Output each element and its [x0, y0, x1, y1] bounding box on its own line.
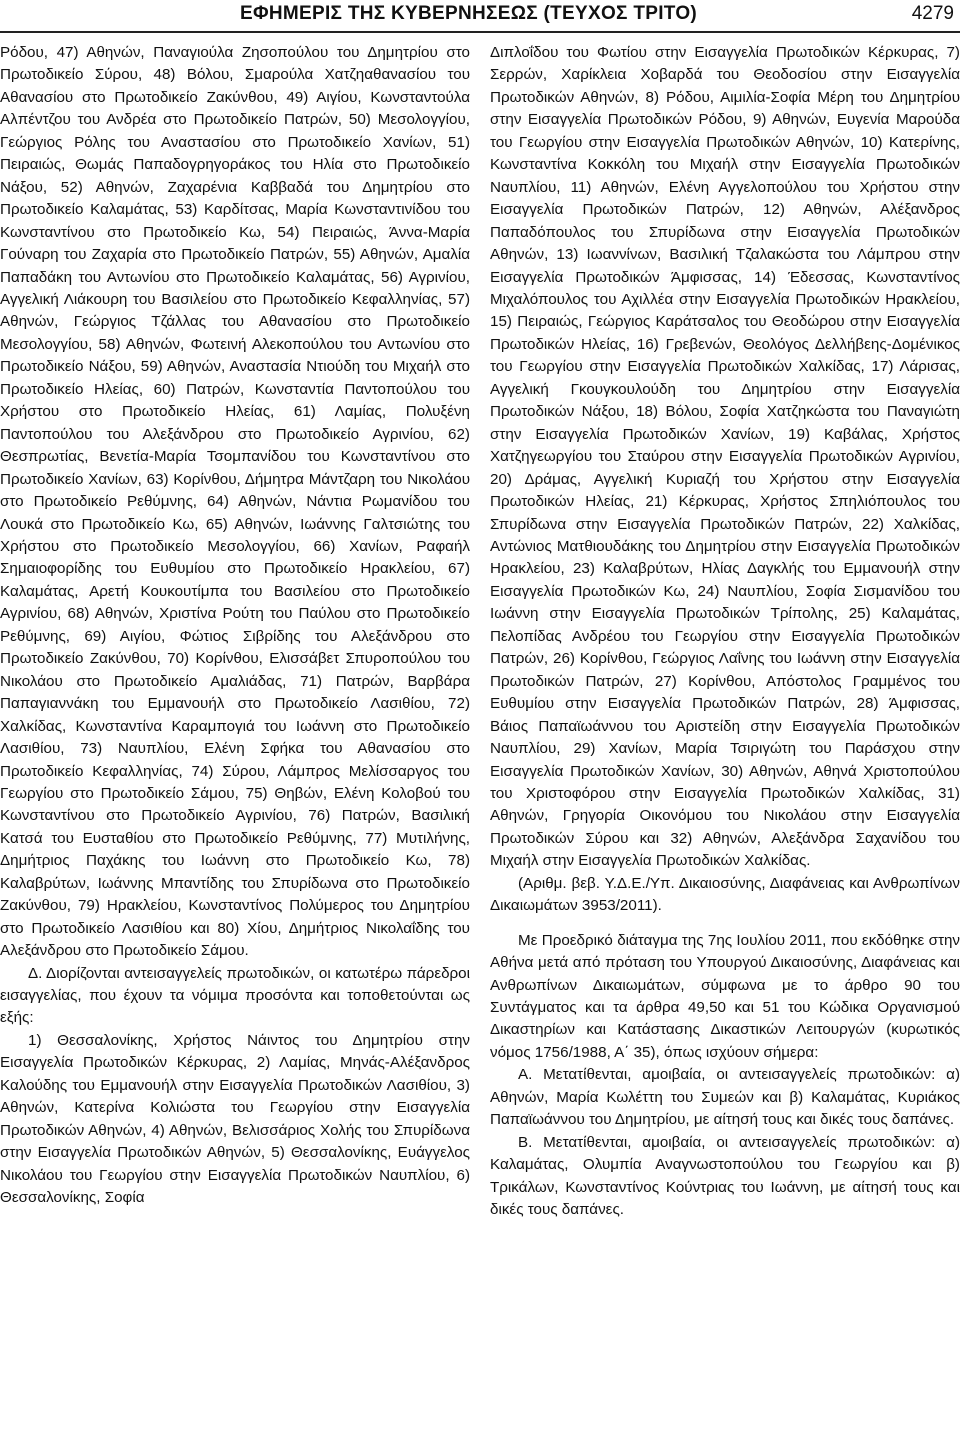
page-header — [0, 0, 960, 28]
right-column — [490, 42, 960, 1426]
left-paragraph-section-d: Δ. Διορίζονται αντεισαγγελείς πρωτοδικών, οι κατωτέρω πάρεδροι εισαγγελίας, που έχουν τα νόμιμα προσόντα και τοποθετούνται ως εξής: — [0, 964, 470, 1027]
right-paragraph-list-cont: Διπλοΐδου του Φωτίου στην Εισαγγελία Πρωτοδικών Κέρκυρας, 7) Σερρών, Χαρίκλεια Χοβαρδά του Θεοδοσίου στην Εισαγγελία Πρωτοδικών Αθηνών, 8) Ρόδου, Αιμιλία-Σοφία Μέρη του Δημητρίου στην Εισαγγελία Πρωτοδικών Ρόδου, 9) Αθηνών, Ευγενία Μαρούδα του Γεωργίου στην Εισαγγελία Πρωτοδικών Αθηνών, 10) Κατερίνης, Κωνσταντίνα Κοκκόλη του Μιχαήλ στην Εισαγγελία Πρωτοδικών Ναυπλίου, 11) Αθηνών, Ελένη Αγγελοπούλου του Χρήστου στην Εισαγγελία Πρωτοδικών Πατρών, 12) Αθηνών, Αλέξανδρος Παπαδόπουλος του Σπυρίδωνα στην Εισαγγελία Πρωτοδικών Αθηνών, 13) Ιωαννίνων, Βασιλική Τζαλακώστα του Λάμπρου στην Εισαγγελία Πρωτοδικών Άμφισσας, 14) Έδεσσας, Κωνσταντίνος Μιχαλόπουλος του Αχιλλέα στην Εισαγγελία Πρωτοδικών Ηρακλείου, 15) Πειραιώς, Γεώργιος Καράτσαλος του Θεοδώρου στην Εισαγγελία Πρωτοδικών Ηλείας, 16) Γρεβενών, Θεολόγος Δελλήβεης-Δομένικος του Γεωργίου στην Εισαγγελία Πρωτοδικών Χαλκίδας, 17) Λάρισας, Αγγελική Γκουγκουλούδη του Δημητρίου στην Εισαγγελία Πρωτοδικών Νάξου, 18) Βόλου, Σοφία Χατζηκώστα του Παναγιώτη στην Εισαγγελία Πρωτοδικών Χανίων, 19) Καβάλας, Χρήστος Χατζηγεωργίου του Σταύρου στην Εισαγγελία Πρωτοδικών Αγρινίου, 20) Δράμας, Αγγελική Κυριαζή του Χρήστου στην Εισαγγελία Πρωτοδικών Ηλείας, 21) Κέρκυρας, Χρήστος Σπηλιόπουλος του Σπυρίδωνα στην Εισαγγελία Πρωτοδικών Πατρών, 22) Χαλκίδας, Αντώνιος Ματθιουδάκης του Δημητρίου στην Εισαγγελία Πρωτοδικών Ηρακλείου, 23) Καλαβρύτων, Ηλίας Δαγκλής του Εμμανουήλ στην Εισαγγελία Πρωτοδικών Κω, 24) Ναυπλίου, Σοφία Σισμανίδου του Ιωάννη στην Εισαγγελία Πρωτοδικών Τρίπολης, 25) Καλαμάτας, Πελοπίδας Ανδρέου του Γεωργίου στην Εισαγγελία Πρωτοδικών Πατρών, 26) Κορίνθου, Γεώργιος Λαΐνης του Ιωάννη στην Εισαγγελία Πρωτοδικών Πατρών, 27) Κορίνθου, Απόστολος Γραμμένος του Ευθυμίου στην Εισαγγελία Πρωτοδικών Πατρών, 28) Άμφισσας, Βάιος Παπαϊωάννου του Αριστείδη στην Εισαγγελία Πρωτοδικών Ναυπλίου, 29) Χανίων, Μαρία Τσιριγώτη του Παράσχου στην Εισαγγελία Πρωτοδικών Χανίων, 30) Αθηνών, Αθηνά Χριστοπούλου του Χριστοφόρου στην Εισαγγελία Πρωτοδικών Χαλκίδας, 31) Αθηνών, Γρηγορία Οικονόμου του Νικολάου στην Εισαγγελία Πρωτοδικών Σύρου και 32) Αθηνών, Αλεξάνδρα Σαχανίδου του Μιχαήλ στην Εισαγγελία Πρωτοδικών Χαλκίδας. — [490, 44, 960, 870]
page-number: 4279 — [911, 3, 954, 24]
right-paragraph-reference: (Αριθμ. βεβ. Υ.Δ.Ε./Υπ. Δικαιοσύνης, Διαφάνειας και Ανθρωπίνων Δικαιωμάτων 3953/2011). — [490, 874, 960, 915]
left-paragraph-section-d-list: 1) Θεσσαλονίκης, Χρήστος Νάιντος του Δημητρίου στην Εισαγγελία Πρωτοδικών Κέρκυρας, 2) Λαμίας, Μηνάς-Αλέξανδρος Καλούδης του Εμμανουήλ στην Εισαγγελία Πρωτοδικών Λασιθίου, 3) Αθηνών, Κατερίνα Κολιώστα του Γεωργίου στην Εισαγγελία Πρωτοδικών Αθηνών, 4) Αθηνών, Βελισσάριος Χολής του Σπυρίδωνα στην Εισαγγελία Πρωτοδικών Αθηνών, 5) Θεσσαλονίκης, Ευάγγελος Νικολάου του Γεωργίου στην Εισαγγελία Πρωτοδικών Ναυπλίου, 6) Θεσσαλονίκης, Σοφία — [0, 1031, 470, 1207]
header-rule — [0, 31, 960, 33]
left-column — [0, 42, 470, 1426]
gazette-title: ΕΦΗΜΕΡΙΣ ΤΗΣ ΚΥΒΕΡΝΗΣΕΩΣ (ΤΕΥΧΟΣ ΤΡΙΤΟ) — [240, 3, 698, 24]
left-paragraph-appointments-cont: Ρόδου, 47) Αθηνών, Παναγιούλα Ζησοπούλου του Δημητρίου στο Πρωτοδικείο Σύρου, 48) Βόλου, Σμαρούλα Χατζηαθανασίου του Αθανασίου στο Πρωτοδικείο Ζακύνθου, 49) Αιγίου, Κωνσταντούλα Αλπέντζου του Ανδρέα στο Πρωτοδικείο Πατρών, 50) Μεσολογγίου, Γεώργιος Ρόλης του Αναστασίου στο Πρωτοδικείο Χανίων, 51) Πειραιώς, Θωμάς Παπαδογρηγοράκος του Ηλία στο Πρωτοδικείο Νάξου, 52) Αθηνών, Ζαχαρένια Καββαδά του Δημητρίου στο Πρωτοδικείο Καλαμάτας, 53) Καρδίτσας, Μαρία Κωνσταντινίδου του Κωνσταντίνου στο Πρωτοδικείο Κω, 54) Πειραιώς, Άννα-Μαρία Γούναρη του Ζαχαρία στο Πρωτοδικείο Πατρών, 55) Αθηνών, Αμαλία Παπαδάκη του Αντωνίου στο Πρωτοδικείο Καλαμάτας, 56) Αγρινίου, Αγγελική Λιάκουρη του Βασιλείου στο Πρωτοδικείο Κεφαλληνίας, 57) Αθηνών, Γεώργιος Τζάλλας του Αθανασίου στο Πρωτοδικείο Μεσολογγίου, 58) Αθηνών, Φωτεινή Αλεκοπούλου του Αντωνίου στο Πρωτοδικείο Νάξου, 59) Αθηνών, Αναστασία Ντιούδη του Μιχαήλ στο Πρωτοδικείο Ηλείας, 60) Πατρών, Κωνσταντία Παντοπούλου του Χρήστου στο Πρωτοδικείο Ηλείας, 61) Λαμίας, Πολυξένη Παντοπούλου του Αλεξάνδρου στο Πρωτοδικείο Αγρινίου, 62) Θεσπρωτίας, Βενετία-Μαρία Τσομπανίδου του Κωνσταντίνου στο Πρωτοδικείο Χανίων, 63) Κορίνθου, Δήμητρα Μάντζαρη του Νικολάου στο Πρωτοδικείο Ρεθύμνης, 64) Αθηνών, Νάντια Ρωμανίδου του Λουκά στο Πρωτοδικείο Κω, 65) Αθηνών, Ιωάννης Γαλτσιώτης του Χρήστου στο Πρωτοδικείο Μεσολογγίου, 66) Χανίων, Ραφαήλ Σημαιοφορίδης του Ευθυμίου στο Πρωτοδικείο Ηρακλείου, 67) Καλαμάτας, Αρετή Κουκουτίμπα του Βασιλείου στο Πρωτοδικείο Αγρινίου, 68) Αθηνών, Χριστίνα Ρούτη του Παύλου στο Πρωτοδικείο Ρεθύμνης, 69) Αιγίου, Φώτιος Σιβρίδης του Αλεξάνδρου στο Πρωτοδικείο Ζακύνθου, 70) Κορίνθου, Ελισσάβετ Σπυροπούλου του Νικολάου στο Πρωτοδικείο Αμαλιάδας, 71) Πατρών, Βαρβάρα Παπαγιαννάκη του Εμμανουήλ στο Πρωτοδικείο Λασιθίου, 72) Χαλκίδας, Κωνσταντίνα Καραμπογιά του Ιωάννη στο Πρωτοδικείο Λασιθίου, 73) Ναυπλίου, Ελένη Σφήκα του Αθανασίου στο Πρωτοδικείο Κεφαλληνίας, 74) Σύρου, Λάμπρος Μελίσσαργος του Γεωργίου στο Πρωτοδικείο Σάμου, 75) Θηβών, Ελένη Κολοβού του Κωνσταντίνου στο Πρωτοδικείο Αγρινίου, 76) Πατρών, Βασιλική Κατσά του Ευσταθίου στο Πρωτοδικείο Ρεθύμνης, 77) Μυτιλήνης, Δημήτριος Παχάκης του Ιωάννη στο Πρωτοδικείο Κω, 78) Καλαβρύτων, Ιωάννης Μπαντίδης του Σπυρίδωνα στο Πρωτοδικείο Ζακύνθου, 79) Ηρακλείου, Κωνσταντίνος Πολύμερος του Δημητρίου στο Πρωτοδικείο Λασιθίου και 80) Χίου, Δημήτριος Νικολαΐδης του Αλεξάνδρου στο Πρωτοδικείο Σάμου. — [0, 44, 470, 960]
right-paragraph-decree-intro: Με Προεδρικό διάταγμα της 7ης Ιουλίου 2011, που εκδόθηκε στην Αθήνα μετά από πρόταση του Υπουργού Δικαιοσύνης, Διαφάνειας και Ανθρωπίνων Δικαιωμάτων, σύμφωνα με το άρθρο 90 του Συντάγματος και τα άρθρα 49,50 και 51 του Κώδικα Οργανισμού Δικαστηρίων και Κατάστασης Δικαστικών Λειτουργών (κυρωτικός νόμος 1756/1988, Α΄ 35), όπως ισχύουν σήμερα: — [490, 931, 960, 1061]
right-paragraph-section-a: Α. Μετατίθενται, αμοιβαία, οι αντεισαγγελείς πρωτοδικών: α) Αθηνών, Μαρία Κωλέττη του Συμεών και β) Καλαμάτας, Κυριάκος Παπαϊωάννου του Δημητρίου, με αίτησή τους και δικές τους δαπάνες. — [490, 1066, 960, 1129]
right-paragraph-section-b: Β. Μετατίθενται, αμοιβαία, οι αντεισαγγελείς πρωτοδικών: α) Καλαμάτας, Ολυμπία Αναγνωστοπούλου του Γεωργίου και β) Τρικάλων, Κωνσταντίνος Κούντριας του Ιωάννη, με αίτησή τους και δικές τους δαπάνες. — [490, 1133, 960, 1219]
